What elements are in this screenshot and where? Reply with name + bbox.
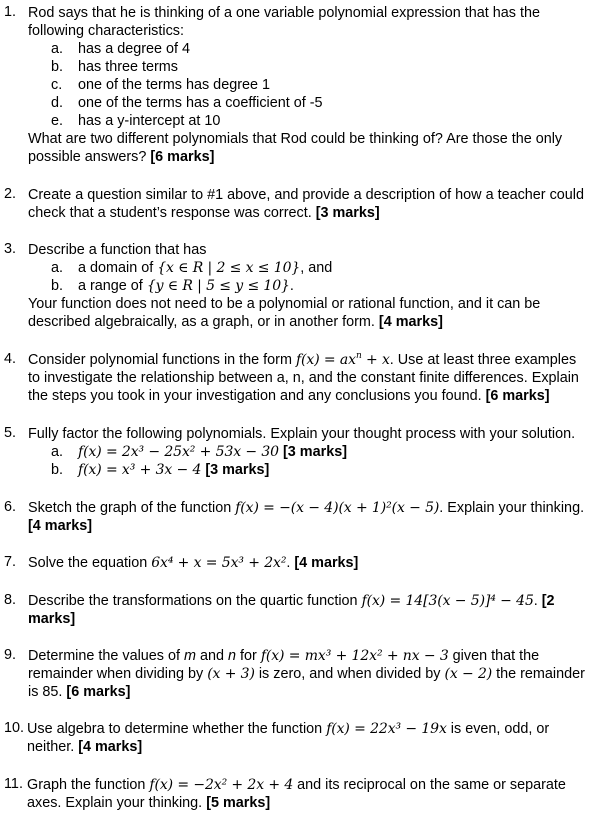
question-text: Sketch the graph of the function f(x) = −(x − 4)(x + 1)²(x − 5). Explain your thinking. <box>28 500 585 516</box>
question-text <box>28 517 596 535</box>
question-number: 5. <box>4 425 17 441</box>
question-number: 9. <box>4 647 17 663</box>
marks-label: [4 marks] <box>294 555 359 571</box>
question-number: 6. <box>4 499 17 515</box>
math-expression: f(x) = −2x² + 2x + 4 <box>149 777 294 793</box>
question-number: 4. <box>4 351 17 367</box>
math-expression: (x − 2) <box>444 666 493 682</box>
math-expression: f(x) = 2x³ − 25x² + 53x − 30 <box>78 444 279 460</box>
math-expression: f(x) = 22x³ − 19x <box>326 721 447 737</box>
question-text: Graph the function f(x) = −2x² + 2x + 4 and its reciprocal on the same or separate <box>27 777 566 793</box>
math-expression: f(x) = mx³ + 12x² + nx − 3 <box>260 648 449 664</box>
math-expression: {x ∈ R | 2 ≤ x ≤ 10} <box>157 260 301 276</box>
question-number: 2. <box>4 186 17 202</box>
list-item: b. f(x) = x³ + 3x − 4 [3 marks] <box>51 462 270 478</box>
question-text: Determine the values of m and n for f(x) = mx³ + 12x² + nx − 3 given that the <box>28 648 540 664</box>
question-number: 3. <box>4 241 17 257</box>
marks-label: [4 marks] <box>28 518 92 534</box>
question-text: Use algebra to determine whether the function f(x) = 22x³ − 19x is even, odd, or <box>27 721 550 737</box>
math-expression: f(x) = −(x − 4)(x + 1)²(x − 5) <box>235 500 440 516</box>
question-text: is 85. [6 marks] <box>28 684 131 700</box>
question-text: axes. Explain your thinking. [5 marks] <box>27 795 271 811</box>
question-text: to investigate the relationship between a, n, and the constant finite differences. Explain <box>28 370 579 386</box>
marks-label: [4 marks] <box>378 314 443 330</box>
marks-label: [3 marks] <box>205 462 270 478</box>
list-item: a. has a degree of 4 <box>51 41 191 57</box>
question-text: marks] <box>28 611 76 627</box>
math-expression: 6x⁴ + x = 5x³ + 2x² <box>151 555 287 571</box>
question-text: Consider polynomial functions in the form $f(x) = ax^n + x$. Use at least three examples <box>28 351 577 368</box>
math-expression: $f(x) = ax^n + x$ <box>295 351 390 368</box>
question-text: remainder when dividing by (x + 3) is zero, and when divided by (x − 2) the remainder <box>28 666 585 682</box>
question-text: described algebraically, as a graph, or in another form. [4 marks] <box>28 314 443 330</box>
question-text: Create a question similar to #1 above, and provide a description of how a teacher could <box>28 187 584 203</box>
question-text: Rod says that he is thinking of a one variable polynomial expression that has the <box>28 5 540 21</box>
question-number: 11. <box>4 776 23 792</box>
question-text: Describe the transformations on the quartic function f(x) = 14[3(x − 5)]⁴ − 45. [2 <box>28 593 555 609</box>
marks-label: [5 marks] <box>206 795 271 811</box>
question-number: 1. <box>4 4 17 20</box>
math-expression: f(x) = x³ + 3x − 4 <box>78 462 202 478</box>
marks-label: [6 marks] <box>485 388 550 404</box>
question-text: Solve the equation 6x⁴ + x = 5x³ + 2x². [4 marks] <box>28 555 359 571</box>
question-number: 7. <box>4 554 17 570</box>
marks-label: [2 <box>541 593 555 609</box>
question-text: possible answers? [6 marks] <box>28 149 215 165</box>
question-text: following characteristics: <box>28 23 184 39</box>
question-text: Describe a function that has <box>28 242 207 258</box>
list-item: d. one of the terms has a coefficient of -5 <box>51 95 323 111</box>
question-number: 10. <box>4 720 25 736</box>
question-text: Fully factor the following polynomials. Explain your thought process with your solution. <box>28 426 576 442</box>
question-text: the steps you took in your investigation and any conclusions you found. [6 marks] <box>28 388 550 404</box>
math-expression: f(x) = 14[3(x − 5)]⁴ − 45 <box>361 593 534 609</box>
marks-label: [3 marks] <box>315 205 380 221</box>
list-item: a. a domain of {x ∈ R | 2 ≤ x ≤ 10}, and <box>51 260 333 276</box>
list-item: b. has three terms <box>51 59 178 75</box>
list-item: a. f(x) = 2x³ − 25x² + 53x − 30 [3 marks] <box>51 444 347 460</box>
marks-label: [6 marks] <box>66 684 131 700</box>
question-text: What are two different polynomials that Rod could be thinking of? Are those the only <box>28 131 563 147</box>
math-expression: (x + 3) <box>207 666 255 682</box>
question-text: neither. [4 marks] <box>27 739 143 755</box>
list-item: c. one of the terms has degree 1 <box>51 77 270 93</box>
question-number: 8. <box>4 592 17 608</box>
math-expression: {y ∈ R | 5 ≤ y ≤ 10} <box>146 278 290 294</box>
list-item: b. a range of {y ∈ R | 5 ≤ y ≤ 10}. <box>51 278 294 294</box>
question-text: check that a student’s response was correct. [3 marks] <box>28 205 380 221</box>
marks-label: [6 marks] <box>150 149 215 165</box>
question-text: Your function does not need to be a polynomial or rational function, and it can be <box>28 296 541 312</box>
list-item: e. has a y-intercept at 10 <box>51 113 221 129</box>
marks-label: [3 marks] <box>283 444 347 460</box>
marks-label: [4 marks] <box>78 739 143 755</box>
